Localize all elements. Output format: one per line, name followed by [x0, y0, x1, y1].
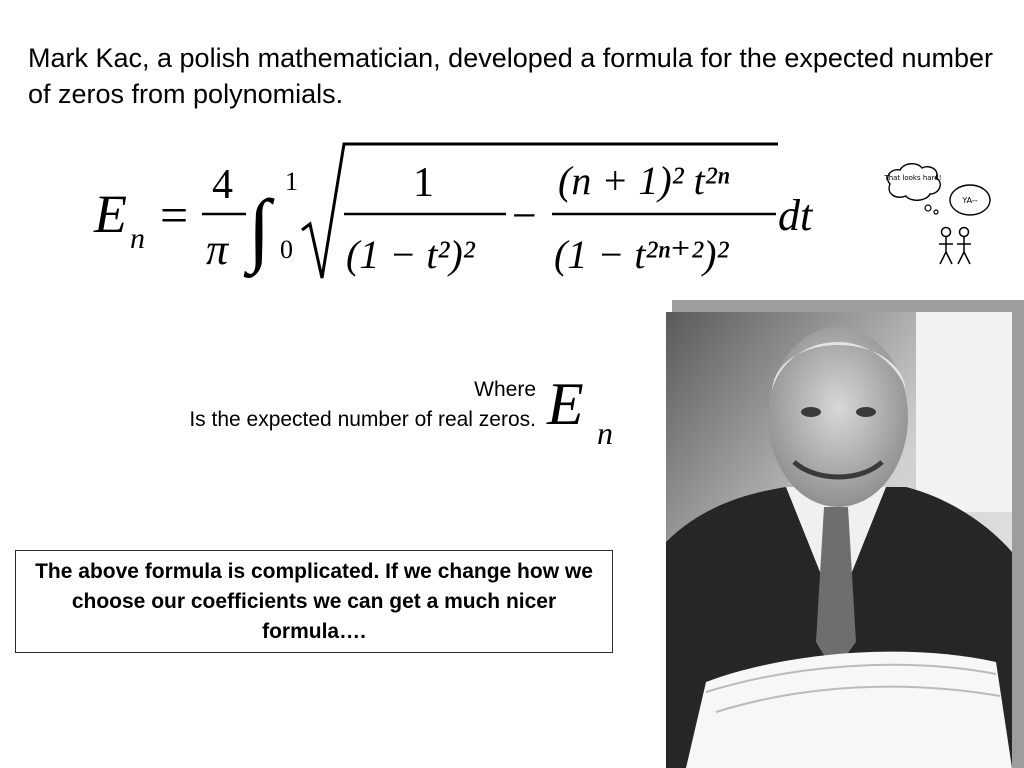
formula-differential: dt [778, 191, 813, 240]
integral-upper-limit: 1 [285, 167, 298, 196]
photo-face [768, 327, 908, 507]
formula-lhs-subscript: n [130, 222, 145, 255]
where-explanation [110, 375, 536, 435]
where-line-1: Where [474, 378, 536, 401]
term2-numerator: (n + 1)² t²ⁿ [558, 158, 730, 203]
integral-lower-limit: 0 [280, 235, 293, 264]
en-symbol [545, 368, 635, 453]
en-symbol-letter: E [547, 371, 584, 437]
photo-window [916, 312, 1012, 512]
formula-lhs: E [94, 184, 127, 244]
en-symbol-subscript: n [597, 415, 613, 451]
thought-bubble-text: That looks hard! [884, 174, 942, 182]
stick-figure-cartoon [880, 160, 1000, 270]
where-line-2: Is the expected number of real zeros. [189, 408, 536, 431]
term1-denominator: (1 − t²)² [346, 232, 475, 277]
stick-figure-left [939, 228, 953, 265]
photo-eye-right [856, 407, 876, 417]
en-symbol-svg [545, 368, 635, 453]
callout-text: The above formula is complicated. If we change how we choose our coefficients we can get a much nicer formula…. [35, 559, 593, 643]
callout-box [15, 550, 613, 653]
formula-equals: = [160, 187, 189, 243]
thought-dot-small [934, 210, 938, 214]
photo-eye-left [801, 407, 821, 417]
term2-denominator: (1 − t²ⁿ⁺²)² [554, 232, 729, 277]
coef-numerator: 4 [212, 162, 233, 208]
thought-dot-large [925, 205, 931, 211]
thought-bubble [888, 164, 941, 201]
portrait-photo-svg [666, 312, 1012, 768]
kac-formula-svg [88, 138, 848, 298]
kac-formula [88, 138, 848, 298]
term1-numerator: 1 [413, 160, 434, 206]
formula-minus: − [512, 191, 537, 240]
stick-figure-right [957, 228, 971, 265]
intro-text: Mark Kac, a polish mathematician, developed a formula for the expected number of zeros from polynomials. [28, 43, 994, 109]
coef-denominator: π [206, 225, 229, 274]
integral-sign: ∫ [248, 183, 271, 274]
portrait-photo [666, 312, 1012, 768]
speech-bubble-text: YA-- [962, 196, 978, 205]
stick-figure-cartoon-svg [880, 160, 1000, 270]
